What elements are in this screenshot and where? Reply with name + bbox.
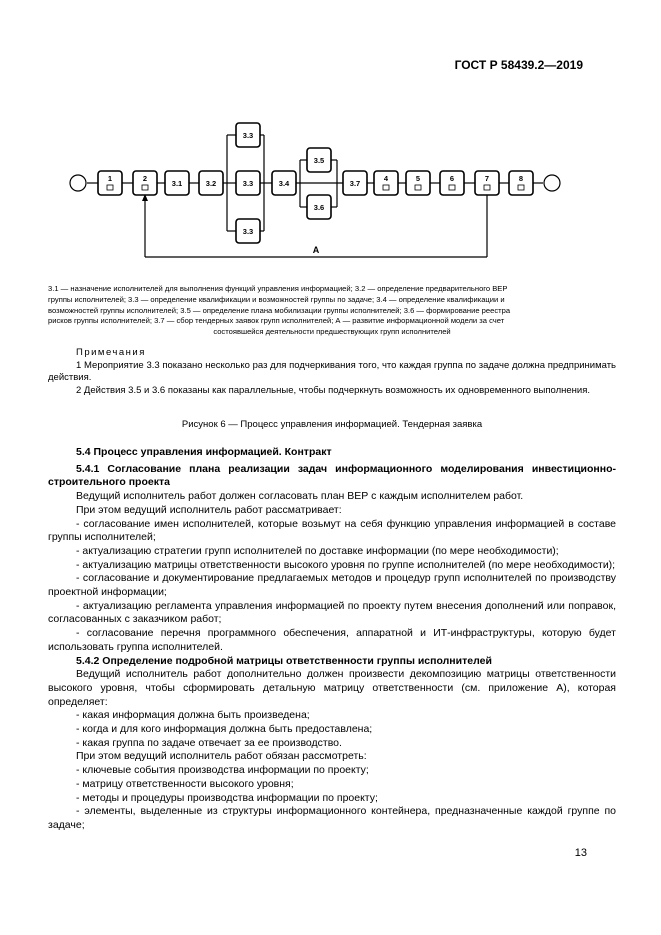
process-box-label: 3.4 <box>278 179 290 188</box>
process-box-label: 5 <box>415 174 421 183</box>
process-box-4 <box>374 171 398 195</box>
list-item: - когда и для кого информация должна быть предоставлена; <box>76 723 373 736</box>
process-box-6 <box>440 171 464 195</box>
process-box-3-3 <box>236 171 260 195</box>
paragraph: При этом ведущий исполнитель работ рассматривает: <box>76 503 342 516</box>
figure-notes <box>48 347 616 398</box>
subprocess-icon <box>107 185 113 190</box>
list-item: - методы и процедуры производства информации по проекту; <box>76 791 378 804</box>
end-node <box>544 175 560 191</box>
process-box-label: 3.3 <box>242 227 254 236</box>
list-item: - актуализацию регламента управления информацией по проекту путем внесения дополнений или поправок, согласованных с заказчиком работ; <box>48 599 616 626</box>
process-box-label: 3.7 <box>349 179 361 188</box>
process-box-3-3 <box>236 123 260 147</box>
process-box-5 <box>406 171 430 195</box>
subprocess-icon <box>518 185 524 190</box>
process-box-label: 3.6 <box>313 203 325 212</box>
subprocess-icon <box>415 185 421 190</box>
process-box-label: 4 <box>383 174 389 183</box>
process-box-3-1 <box>165 171 189 195</box>
feedback-label: А <box>312 245 320 255</box>
process-box-3-7 <box>343 171 367 195</box>
process-box-label: 8 <box>518 174 524 183</box>
start-node <box>70 175 86 191</box>
paragraph: При этом ведущий исполнитель работ обязан рассмотреть: <box>76 750 367 763</box>
figure-legend <box>48 284 616 338</box>
process-box-label: 3.5 <box>313 156 325 165</box>
process-diagram <box>0 0 661 275</box>
process-box-1 <box>98 171 122 195</box>
notes-title: Примечания <box>76 347 146 358</box>
document-header: ГОСТ Р 58439.2—2019 <box>454 58 583 72</box>
process-box-8 <box>509 171 533 195</box>
list-item: - какая информация должна быть произведена; <box>76 709 310 722</box>
subsection-title: 5.4.2 Определение подробной матрицы ответственности группы исполнителей <box>76 654 492 667</box>
list-item: - согласование и документирование предлагаемых методов и процедур групп исполнителей по производству проектной информации; <box>48 572 616 599</box>
subprocess-icon <box>142 185 148 190</box>
legend-line: состоявшейся деятельности предшествующих групп исполнителей <box>213 327 451 337</box>
process-box-label: 3.1 <box>171 179 183 188</box>
list-item: - согласование имен исполнителей, которые возьмут на себя функцию управления информацией в составе группы исполнителей; <box>48 517 616 544</box>
process-box-3-4 <box>272 171 296 195</box>
list-item: - согласование перечня программного обеспечения, аппаратной и ИТ-инфраструктуры, которую будет использовать группа исполнителей. <box>48 627 616 653</box>
list-item: - актуализацию стратегии групп исполнителей по доставке информации (по мере необходимости); <box>76 544 559 557</box>
subprocess-icon <box>383 185 389 190</box>
process-box-7 <box>475 171 499 195</box>
process-box-label: 7 <box>484 174 490 183</box>
legend-line: группы исполнителей; 3.3 — определение квалификации и возможностей группы по задаче; 3.4 — определение квалификации и <box>48 294 505 304</box>
page-number: 13 <box>574 847 587 859</box>
note-item: 2 Действия 3.5 и 3.6 показаны как параллельные, чтобы подчеркнуть возможность их одновременного выполнения. <box>76 385 591 397</box>
process-box-2 <box>133 171 157 195</box>
process-box-label: 2 <box>142 174 148 183</box>
legend-line: возможностей группы исполнителей; 3.5 — определение плана мобилизации группы исполнителей; 3.6 — формирование реестра <box>48 305 511 315</box>
list-item: - какая группа по задаче отвечает за ее производство. <box>76 736 342 749</box>
legend-line: 3.1 — назначение исполнителей для выполнения функций управления информацией; 3.2 — определение предварительного ВЕР <box>48 284 508 293</box>
process-box-3-6 <box>307 195 331 219</box>
process-box-3-2 <box>199 171 223 195</box>
process-box-label: 1 <box>107 174 113 183</box>
paragraph: Ведущий исполнитель работ дополнительно должен произвести декомпозицию матрицы ответственности высокого уровня, чтобы сформировать детальную матрицу ответственности (см. приложение А), которая определяет: <box>48 668 616 708</box>
process-box-label: 3.3 <box>242 179 254 188</box>
process-box-3-3 <box>236 219 260 243</box>
process-box-3-5 <box>307 148 331 172</box>
paragraph: Ведущий исполнитель работ должен согласовать план ВЕР с каждым исполнителем работ. <box>76 490 524 503</box>
list-item: - ключевые события производства информации по проекту; <box>76 764 369 777</box>
process-box-label: 6 <box>449 174 455 183</box>
main-text <box>48 446 616 833</box>
list-item: - элементы, выделенные из структуры информационного контейнера, предназначенные каждой группе по задаче; <box>48 805 616 831</box>
legend-line: рисков группы исполнителей; 3.7 — сбор тендерных заявок групп исполнителей; А — развитие информационной модели за счет <box>48 316 505 326</box>
section-title: 5.4 Процесс управления информацией. Контракт <box>76 446 332 458</box>
figure-caption: Рисунок 6 — Процесс управления информацией. Тендерная заявка <box>181 419 483 430</box>
subprocess-icon <box>449 185 455 190</box>
process-box-label: 3.3 <box>242 131 254 140</box>
process-box-label: 3.2 <box>205 179 217 188</box>
subprocess-icon <box>484 185 490 190</box>
note-item: 1 Мероприятие 3.3 показано несколько раз для подчеркивания того, что каждая группа по задаче должна предпринимать действия. <box>48 359 616 384</box>
subsection-title: 5.4.1 Согласование плана реализации задач информационного моделирования инвестиционно-строительного проекта <box>48 462 616 489</box>
list-item: - актуализацию матрицы ответственности высокого уровня по группе исполнителей (по мере необходимости); <box>76 558 616 571</box>
list-item: - матрицу ответственности высокого уровня; <box>76 777 294 790</box>
